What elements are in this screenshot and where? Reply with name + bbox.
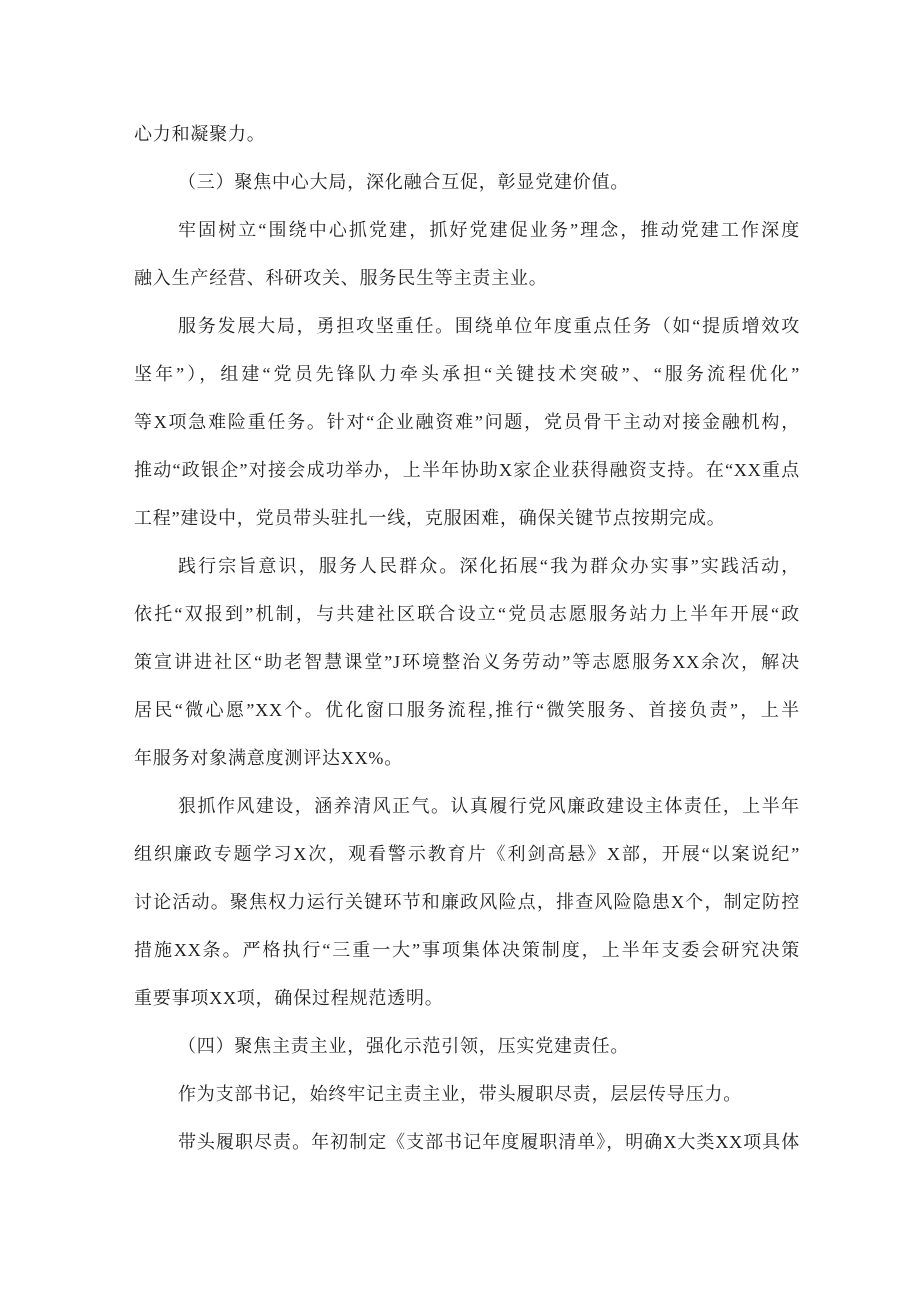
- text-line: 组织廉政专题学习X次，观看警示教育片《利剑高悬》X部，开展“以案说纪”: [134, 844, 800, 864]
- text-line: 年服务对象满意度测评达XX%。: [134, 748, 403, 768]
- text-line: （四）聚焦主责主业，强化示范引领，压实党建责任。: [178, 1036, 630, 1056]
- text-line: 措施XX条。严格执行“三重一大”事项集体决策制度，上半年支委会研究决策: [134, 940, 800, 960]
- text-line: 工程”建设中，党员带头驻扎一线，克服困难，确保关键节点按期完成。: [134, 508, 726, 528]
- text-line: 坚年”），组建“党员先锋队力牵头承担“关键技术突破”、“服务流程优化”: [134, 364, 800, 384]
- text-line: 重要事项XX项，确保过程规范透明。: [134, 988, 444, 1008]
- text-line: 服务发展大局，勇担攻坚重任。围绕单位年度重点任务（如“提质增效攻: [178, 316, 800, 336]
- text-line: 心力和凝聚力。: [134, 124, 266, 144]
- text-line: 讨论活动。聚焦权力运行关键环节和廉政风险点，排查风险隐患X个，制定防控: [134, 892, 800, 912]
- text-line: 居民“微心愿”XX个。优化窗口服务流程,推行“微笑服务、首接负责”，上半: [134, 700, 800, 720]
- text-line: （三）聚焦中心大局，深化融合互促，彰显党建价值。: [178, 172, 630, 192]
- text-line: 作为支部书记，始终牢记主责主业，带头履职尽责，层层传导压力。: [178, 1084, 742, 1104]
- text-line: 牢固树立“围绕中心抓党建，抓好党建促业务”理念，推动党建工作深度: [178, 220, 800, 240]
- text-line: 推动“政银企”对接会成功举办，上半年协助X家企业获得融资支持。在“XX重点: [134, 460, 800, 480]
- text-line: 融入生产经营、科研攻关、服务民生等主责主业。: [134, 268, 548, 288]
- text-line: 依托“双报到”机制，与共建社区联合设立“党员志愿服务站力上半年开展“政: [134, 604, 800, 624]
- text-line: 带头履职尽责。年初制定《支部书记年度履职清单》，明确X大类XX项具体: [178, 1132, 800, 1152]
- text-line: 策宣讲进社区“助老智慧课堂”J环境整治义务劳动”等志愿服务XX余次，解决: [134, 652, 800, 672]
- text-line: 等X项急难险重任务。针对“企业融资难”问题，党员骨干主动对接金融机构，: [134, 412, 800, 432]
- document-body: [134, 110, 800, 1166]
- text-line: 践行宗旨意识，服务人民群众。深化拓展“我为群众办实事”实践活动，: [178, 556, 800, 576]
- text-line: 狠抓作风建设，涵养清风正气。认真履行党风廉政建设主体责任，上半年: [178, 796, 800, 816]
